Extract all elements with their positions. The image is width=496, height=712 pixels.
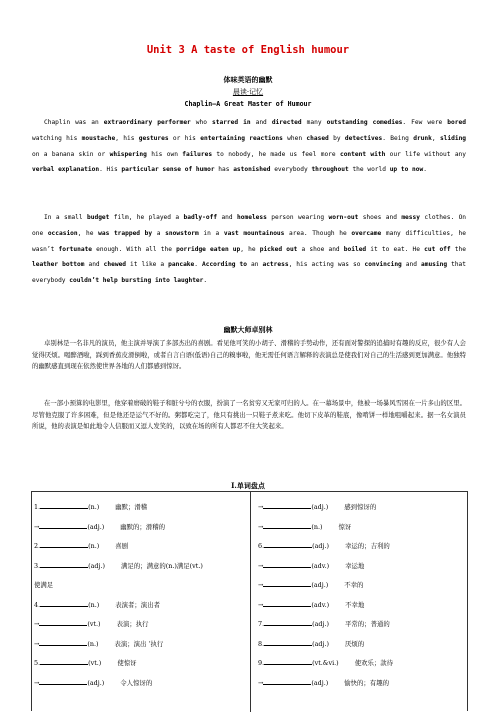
- paragraph-text: the world: [348, 166, 390, 174]
- meaning: 喜剧: [115, 542, 129, 550]
- vocab-row: [34, 541, 128, 550]
- paragraph-text: .: [423, 166, 427, 174]
- key-phrase: extraordinary performer: [103, 119, 191, 126]
- key-phrase: chewed: [103, 261, 127, 269]
- part-of-speech: (adj.): [87, 678, 105, 687]
- key-phrase: failures: [182, 150, 213, 158]
- paragraph-text: an: [247, 261, 263, 269]
- meaning: 愉快的；有趣的: [344, 678, 389, 687]
- vocab-row: [34, 639, 163, 648]
- key-phrase: drunk: [413, 134, 432, 142]
- part-of-speech: (vt.): [88, 659, 102, 667]
- item-number: →: [258, 503, 264, 511]
- part-of-speech: (vt.&vi.): [312, 659, 339, 667]
- paragraph-text: to nobody, he made us feel more: [212, 150, 340, 158]
- answer-blank[interactable]: [39, 619, 87, 626]
- key-phrase: leather bottom: [32, 261, 85, 269]
- answer-blank[interactable]: [39, 639, 87, 646]
- vocab-row: [34, 502, 147, 511]
- item-number: 9.: [258, 659, 265, 667]
- vocab-row: [258, 639, 364, 648]
- paragraph-text: shoes and: [358, 214, 402, 221]
- paragraph-text: by: [328, 134, 345, 142]
- key-phrase: actress: [262, 261, 289, 269]
- item-number: →: [34, 620, 40, 628]
- paragraph-text: many: [301, 119, 327, 126]
- paragraph-text: and: [84, 261, 104, 269]
- key-phrase: starred in: [212, 119, 251, 126]
- part-of-speech: (adj.): [312, 542, 330, 550]
- paragraph-text: it like a: [126, 261, 169, 269]
- vocab-row: [258, 561, 364, 570]
- paragraph-text: or his: [168, 134, 201, 142]
- english-paragraph-2: [32, 210, 466, 289]
- item-number: 7.: [258, 620, 265, 628]
- answer-blank[interactable]: [263, 522, 311, 529]
- paragraph-text: and: [250, 119, 272, 126]
- part-of-speech: (adj.): [311, 503, 329, 511]
- key-phrase: boiled: [343, 245, 367, 253]
- part-of-speech: (adj.): [311, 581, 329, 589]
- meaning: 使欢乐；款待: [354, 659, 394, 667]
- vocab-table: [31, 491, 468, 711]
- key-phrase: pancake: [168, 261, 195, 269]
- key-phrase: overcame: [351, 229, 382, 237]
- key-phrase: badly-off: [183, 214, 218, 221]
- vocab-row: [258, 580, 363, 589]
- key-phrase: particular sense of humor: [121, 166, 215, 174]
- key-phrase: sliding: [439, 134, 467, 142]
- part-of-speech: (adv.): [311, 600, 330, 609]
- meaning: 幸运地: [345, 561, 365, 570]
- answer-blank[interactable]: [263, 502, 311, 509]
- answer-blank[interactable]: [264, 619, 312, 626]
- paragraph-text: clothes. On one: [32, 214, 467, 237]
- part-of-speech: (n.): [88, 600, 100, 609]
- item-number: →: [258, 522, 264, 531]
- answer-blank[interactable]: [40, 561, 88, 568]
- part-of-speech: (vt.): [87, 620, 101, 628]
- paragraph-text: enough. With all the: [92, 245, 177, 253]
- answer-blank[interactable]: [263, 600, 311, 607]
- english-paragraph-1: [32, 115, 466, 178]
- meaning: 表演；执行: [116, 620, 149, 628]
- key-phrase: whispering: [109, 150, 147, 158]
- key-phrase: worn-out: [328, 214, 359, 221]
- part-of-speech: (adj.): [311, 678, 329, 687]
- key-phrase: content with: [339, 150, 386, 158]
- paragraph-text: a shoe and: [297, 245, 344, 253]
- paragraph-text: , he: [77, 229, 99, 237]
- part-of-speech: (adv.): [311, 561, 330, 570]
- item-number: →: [34, 678, 40, 687]
- paragraph-text: ,: [431, 134, 440, 142]
- meaning: 使惊讶: [117, 659, 137, 667]
- item-number: 4.: [34, 600, 41, 609]
- vocab-row: [258, 502, 376, 511]
- key-phrase: gestures: [138, 134, 169, 142]
- key-phrase: amusing: [421, 261, 448, 269]
- paragraph-text: who: [190, 119, 213, 126]
- vocab-row: [258, 619, 390, 628]
- answer-blank[interactable]: [40, 502, 88, 509]
- part-of-speech: (n.): [87, 639, 99, 648]
- paragraph-text: .: [194, 261, 202, 269]
- key-phrase: verbal explanation: [32, 166, 100, 174]
- answer-blank[interactable]: [263, 561, 311, 568]
- meaning: 平常的；普通的: [345, 620, 390, 628]
- key-phrase: was trapped by: [98, 229, 153, 237]
- meaning: 表演；演出 ‘执行: [114, 639, 164, 648]
- item-number: →: [34, 522, 40, 531]
- answer-blank[interactable]: [39, 678, 87, 685]
- vocab-row: [34, 522, 165, 531]
- meaning: 不幸的: [344, 581, 364, 589]
- part-of-speech: (adj.): [87, 522, 105, 531]
- paragraph-text: the: [450, 245, 466, 253]
- meaning: 厌烦的: [345, 639, 365, 648]
- key-phrase: directed: [271, 119, 302, 126]
- key-phrase: occasion: [47, 229, 78, 237]
- key-phrase: moustache: [81, 134, 116, 142]
- paragraph-text: a: [152, 229, 166, 237]
- key-phrase: up to now: [389, 166, 424, 174]
- answer-blank[interactable]: [264, 541, 312, 548]
- answer-blank[interactable]: [39, 522, 87, 529]
- meaning: 不幸地: [345, 600, 365, 609]
- item-number: 2.: [34, 542, 41, 550]
- table-divider: [250, 492, 251, 712]
- meaning: 使满足: [34, 581, 54, 589]
- key-phrase: snowstorm: [165, 229, 199, 237]
- key-phrase: chased: [306, 134, 329, 142]
- item-number: →: [258, 678, 264, 687]
- vocab-row: [258, 522, 351, 531]
- vocab-row: [34, 580, 53, 589]
- paragraph-text: watching his: [32, 134, 82, 142]
- paragraph-text: . Being: [382, 134, 414, 142]
- paragraph-text: our life without any: [385, 150, 467, 158]
- paragraph-text: In a small: [44, 214, 88, 221]
- meaning: 令人惊讶的: [120, 678, 153, 687]
- paragraph-text: . His: [99, 166, 122, 174]
- paragraph-text: that everybody: [32, 261, 466, 285]
- key-phrase: messy: [401, 214, 420, 221]
- meaning: 满足的；满意的(n.)满足(vt.): [121, 561, 203, 570]
- key-phrase: According to: [202, 261, 247, 269]
- chinese-title: 体味英语的幽默: [223, 75, 273, 84]
- meaning: 幽默的；滑稽的: [120, 522, 165, 531]
- key-phrase: budget: [87, 214, 110, 221]
- chinese-paragraph-2: 在一部小预算的电影里，他穿着磨破的鞋子和脏兮兮的衣服，扮演了一名贫穷又无家可归的人。在一幕场景中，他被一场暴风雪困在一片多山的区里。尽管他克服了许多困难，但是他还是运气不好的。粥都吃完了，他只有挑出一只鞋子煮来吃。他切下皮革的鞋底，像啃饼一样地咀嚼起来。据一名女演员所说，他的表演是如此地令人信服而又逗人发笑的，以致在场的所有人都忍不住大笑起来。: [32, 399, 466, 430]
- paragraph-text: , his: [115, 134, 139, 142]
- paragraph-text: Chaplin was an: [44, 119, 104, 126]
- vocab-row: [258, 658, 393, 667]
- paragraph-text: it to eat. He: [366, 245, 425, 253]
- answer-blank[interactable]: [264, 658, 312, 665]
- key-phrase: cut off: [424, 245, 451, 253]
- part-of-speech: (adj.): [312, 639, 330, 648]
- item-number: →: [258, 600, 264, 609]
- paragraph-text: . Few were: [402, 119, 448, 126]
- answer-blank[interactable]: [263, 580, 311, 587]
- vocab-row: [34, 678, 152, 687]
- paragraph-text: film, he played a: [109, 214, 184, 221]
- part-of-speech: (n.): [311, 522, 323, 531]
- vocab-row: [34, 619, 149, 628]
- paragraph-text: many difficulties, he wasn’t: [32, 229, 466, 253]
- item-number: 5.: [34, 659, 41, 667]
- key-phrase: outstanding comedies: [326, 119, 403, 126]
- meaning: 幸运的；吉利的: [345, 542, 390, 550]
- vocab-row: [34, 600, 160, 609]
- paragraph-text: on a banana skin or: [32, 150, 110, 158]
- part-of-speech: (adj.): [88, 561, 106, 570]
- meaning: 惊讶: [338, 522, 352, 531]
- key-phrase: picked out: [259, 245, 298, 253]
- key-phrase: entertaining reactions: [200, 134, 283, 142]
- paragraph-text: , his acting was so: [288, 261, 365, 269]
- answer-blank[interactable]: [40, 658, 88, 665]
- item-number: 8.: [258, 639, 265, 648]
- answer-blank[interactable]: [40, 541, 88, 548]
- key-phrase: couldn’t help bursting into laughter: [69, 277, 204, 285]
- paragraph-text: , he: [240, 245, 260, 253]
- meaning: 感到惊讶的: [344, 503, 377, 511]
- vocab-row: [34, 561, 203, 570]
- paragraph-text: has: [214, 166, 234, 174]
- paragraph-text: and: [217, 214, 238, 221]
- key-phrase: detectives: [344, 134, 383, 142]
- paragraph-text: .: [203, 277, 208, 285]
- paragraph-text: area. Though he: [284, 229, 352, 237]
- key-phrase: convincing: [364, 261, 402, 269]
- item-number: 6.: [258, 542, 265, 550]
- chinese-article-title: 幽默大师卓别林: [223, 325, 273, 334]
- item-number: →: [34, 639, 40, 648]
- vocab-row: [258, 678, 389, 687]
- answer-blank[interactable]: [40, 600, 88, 607]
- paragraph-text: everybody: [270, 166, 312, 174]
- part-of-speech: (n.): [88, 542, 100, 550]
- part-of-speech: (adj.): [312, 620, 330, 628]
- part-of-speech: (n.): [88, 503, 100, 511]
- paragraph-text: person wearing: [266, 214, 329, 221]
- item-number: →: [258, 581, 264, 589]
- key-phrase: throughout: [311, 166, 349, 174]
- paragraph-text: and: [401, 261, 421, 269]
- vocab-row: [258, 600, 364, 609]
- section-heading: Ⅰ.单词盘点: [231, 481, 265, 490]
- key-phrase: vast mountainous: [223, 229, 285, 237]
- paragraph-text: when: [282, 134, 307, 142]
- answer-blank[interactable]: [263, 678, 311, 685]
- key-phrase: fortunate: [58, 245, 93, 253]
- reading-label: 晨读·记忆: [232, 88, 264, 96]
- key-phrase: porridge eaten up: [176, 245, 241, 253]
- answer-blank[interactable]: [264, 639, 312, 646]
- paragraph-text: his own: [146, 150, 183, 158]
- vocab-row: [34, 658, 136, 667]
- key-phrase: astonished: [233, 166, 271, 174]
- vocab-row: [258, 541, 390, 550]
- article-title: Chaplin—A Great Master of Humour: [184, 100, 312, 108]
- unit-title: Unit 3 A taste of English humour: [146, 44, 350, 56]
- item-number: →: [258, 561, 264, 570]
- meaning: 表演者；演出者: [115, 600, 160, 609]
- paragraph-text: in a: [198, 229, 224, 237]
- item-number: 3.: [34, 561, 41, 570]
- key-phrase: bored: [447, 119, 466, 126]
- chinese-paragraph-1: 卓别林是一名非凡的演员，他主演并导演了多部杰出的喜剧。看见他可笑的小胡子、滑稽的手势动作，还有面对警探的追捕时有趣的反应，很少有人会觉得厌烦。喝醉酒啦，踩到香蕉皮滑倒啦，或者自言自语(低语)自己的糗事啦，他无需任何语言解释的表演总是使我们对自己的生活感到更加满意。他独特的幽默感直到现在依然使世界各地的人们都感到惊讶。: [32, 339, 466, 370]
- item-number: 1.: [34, 503, 41, 511]
- key-phrase: homeless: [237, 214, 267, 221]
- meaning: 幽默；滑稽: [115, 503, 148, 511]
